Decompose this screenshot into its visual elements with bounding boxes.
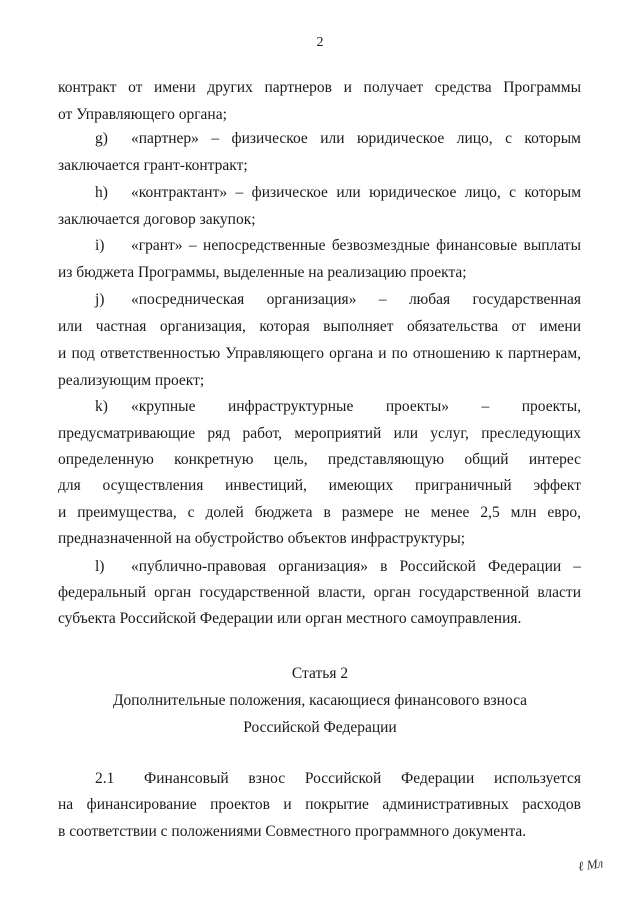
text-line: для осуществления инвестиций, имеющих приграничный эффект: [58, 477, 581, 494]
text-line: и преимущества, с долей бюджета в размере не менее 2,5 млн евро,: [58, 504, 581, 521]
clause-text: Финансовый взнос Российской Федерации используется: [144, 770, 581, 787]
text-line: субъекта Российской Федерации или орган местного самоуправления.: [58, 610, 522, 627]
definition-intermediary: «посредническая организация» – любая государственная: [131, 291, 581, 308]
text-line: предназначенной на обустройство объектов инфраструктуры;: [58, 530, 466, 547]
article-heading: Статья 2: [291, 665, 349, 682]
definition-contractor: «контрактант» – физическое или юридическое лицо, с которым: [131, 184, 581, 201]
text-line: и под ответственностью Управляющего органа и по отношению к партнерам,: [58, 345, 581, 362]
article-title: Дополнительные положения, касающиеся финансового взноса: [112, 692, 528, 709]
text-line: федеральный орган государственной власти, орган государственной власти: [58, 584, 581, 601]
text-line: в соответствии с положениями Совместного программного документа.: [58, 823, 527, 840]
text-line: на финансирование проектов и покрытие административных расходов: [58, 796, 581, 813]
item-marker: l): [95, 558, 105, 575]
text-line: определенную конкретную цель, представляющую общий интерес: [58, 451, 581, 468]
text-line: или частная организация, которая выполняет обязательства от имени: [58, 318, 581, 335]
item-marker: j): [95, 291, 105, 308]
page-number: 2: [316, 35, 324, 50]
text-line: заключается договор закупок;: [58, 211, 256, 228]
item-marker: h): [95, 184, 108, 201]
definition-grant: «грант» – непосредственные безвозмездные финансовые выплаты: [131, 237, 581, 254]
article-title: Российской Федерации: [243, 719, 397, 736]
clause-number: 2.1: [95, 770, 115, 787]
text-line: из бюджета Программы, выделенные на реализацию проекта;: [58, 264, 467, 281]
text-line: предусматривающие ряд работ, мероприятий или услуг, преследующих: [58, 425, 581, 442]
item-marker: g): [95, 130, 108, 147]
handwritten-initials: ℓ Мл: [577, 855, 605, 874]
definition-infrastructure: «крупные инфраструктурные проекты» – проекты,: [131, 398, 581, 415]
text-line: контракт от имени других партнеров и получает средства Программы: [58, 79, 581, 96]
text-line: реализующим проект;: [58, 372, 205, 389]
definition-public-entity: «публично-правовая организация» в Российской Федерации –: [131, 558, 581, 575]
item-marker: k): [95, 398, 108, 415]
definition-partner: «партнер» – физическое или юридическое лицо, с которым: [131, 130, 581, 147]
text-line: от Управляющего органа;: [58, 106, 227, 123]
item-marker: i): [95, 237, 105, 254]
text-line: заключается грант-контракт;: [58, 157, 248, 174]
